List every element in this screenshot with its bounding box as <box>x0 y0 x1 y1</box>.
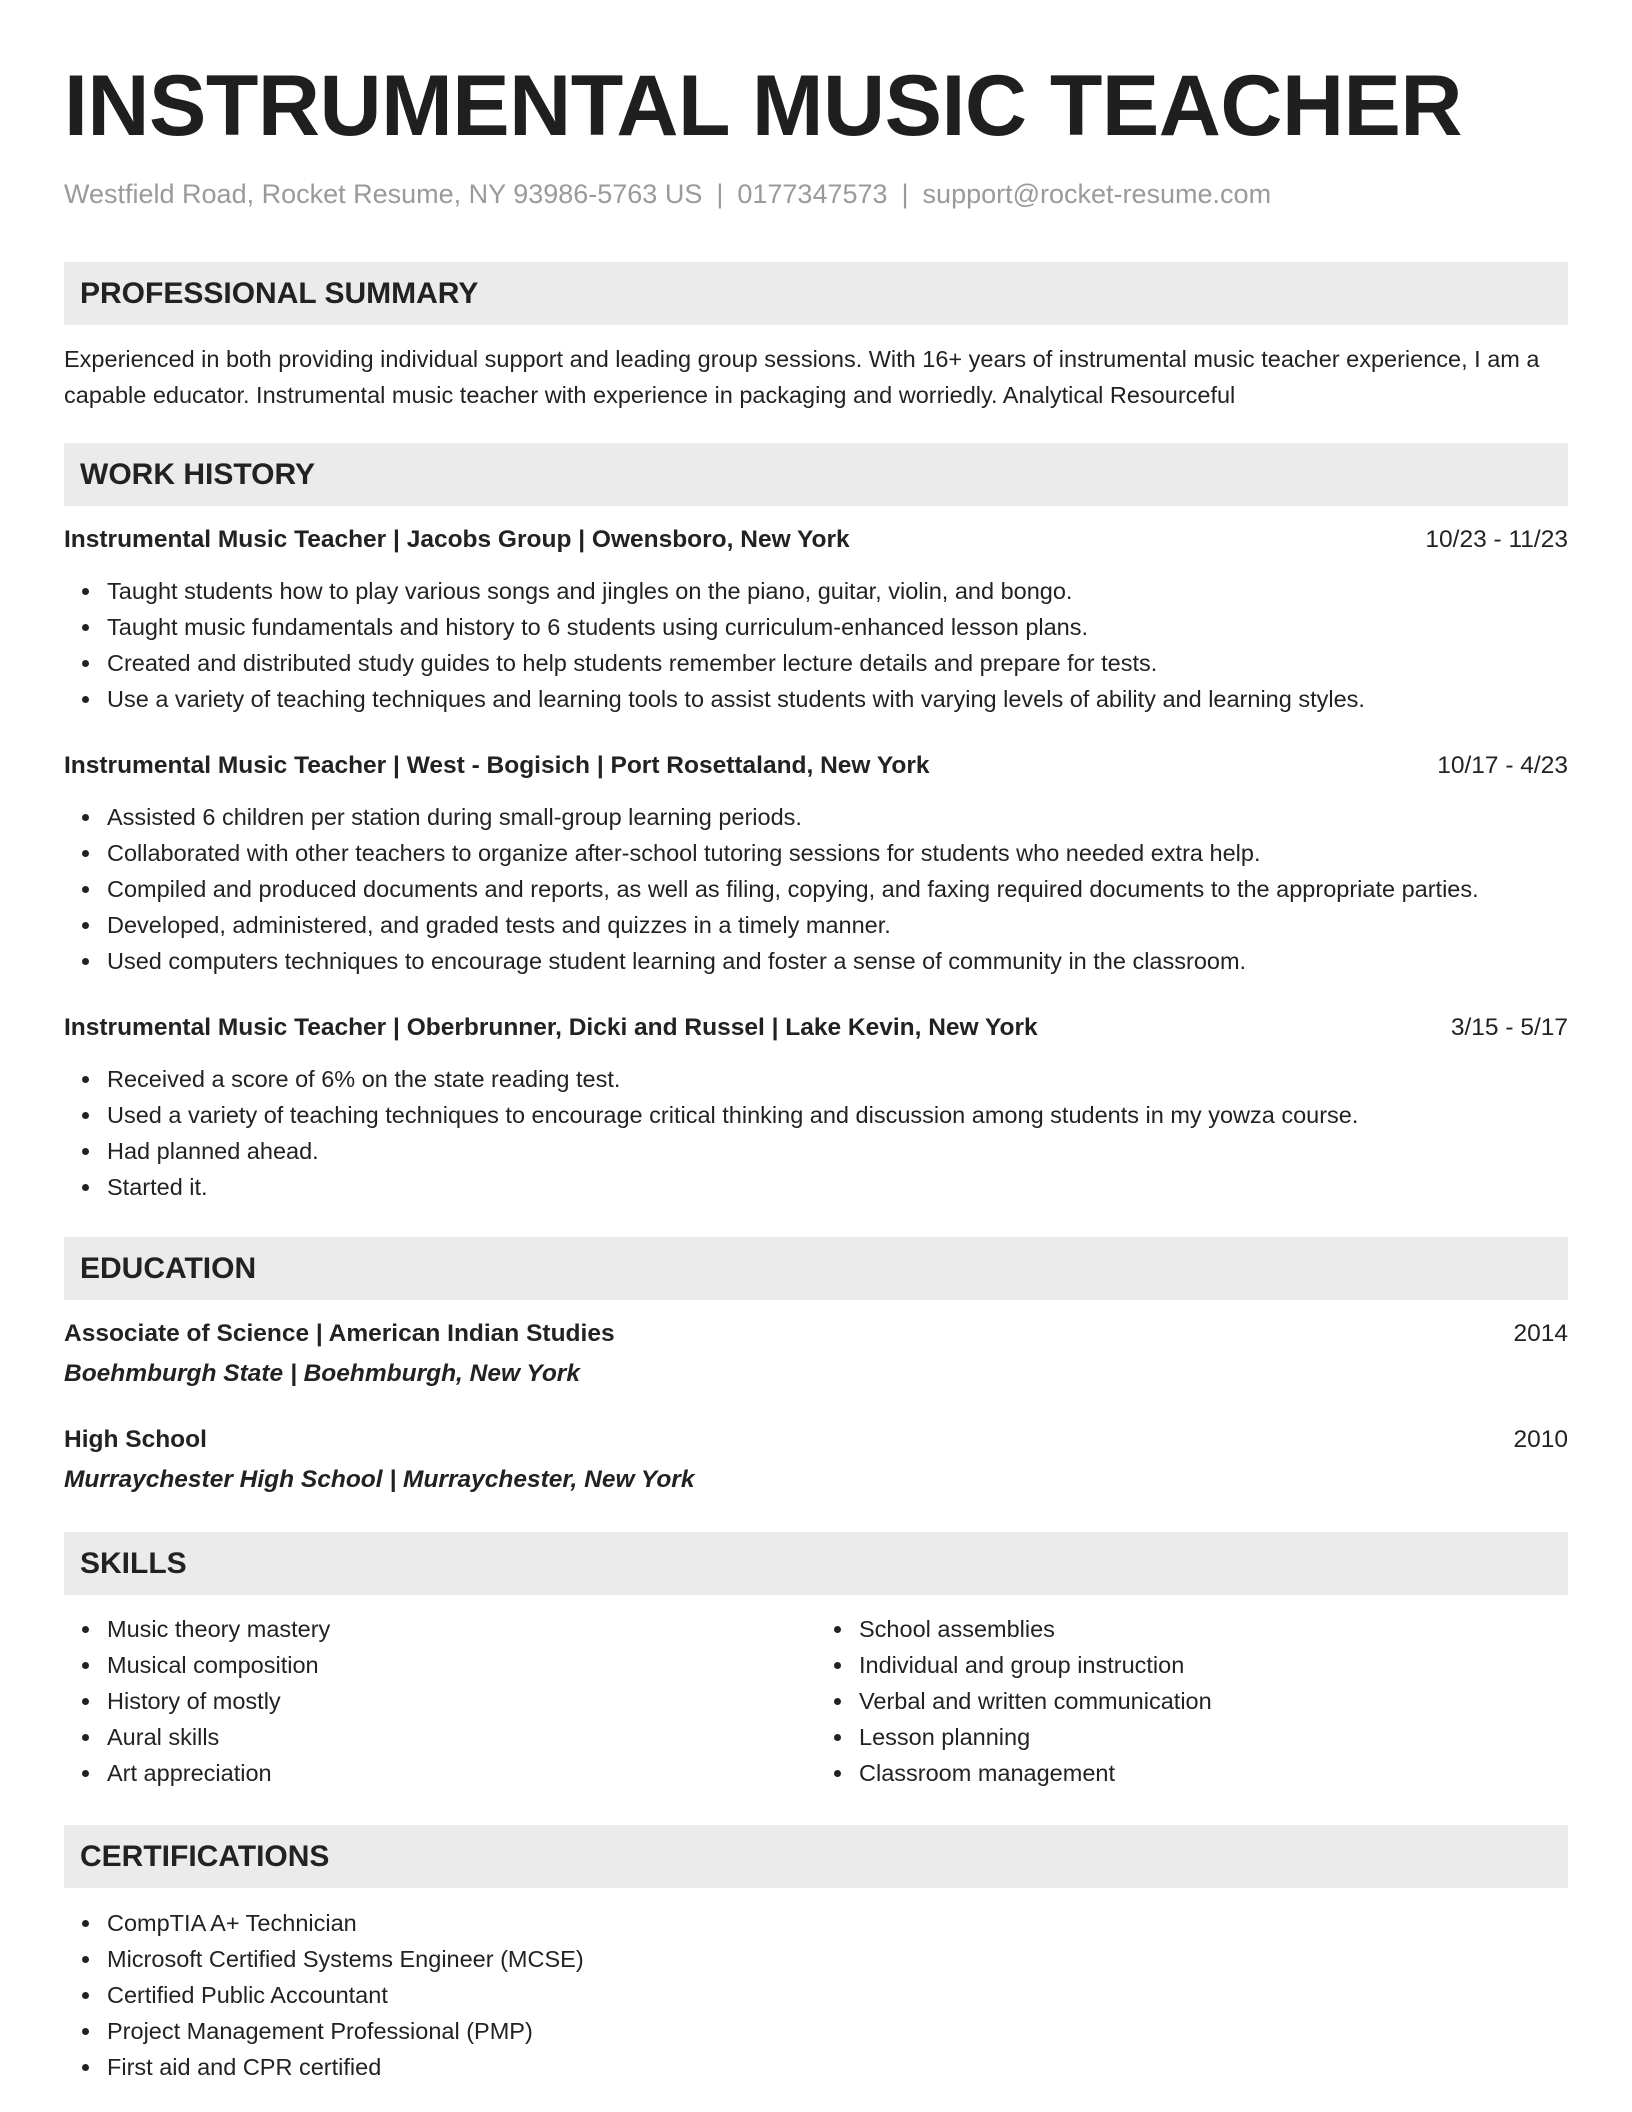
job-dates: 3/15 - 5/17 <box>1450 1014 1568 1041</box>
job-bullet: Created and distributed study guides to help students remember lecture details and prepare for tests. <box>107 645 1568 681</box>
job-dates: 10/17 - 4/23 <box>1437 752 1568 779</box>
job-bullet: Compiled and produced documents and reports, as well as filing, copying, and faxing required documents to the appropriate parties. <box>107 871 1568 907</box>
job-bullet: Started it. <box>107 1169 1568 1205</box>
skill-item: History of mostly <box>107 1683 816 1719</box>
skill-item: Aural skills <box>107 1719 816 1755</box>
job-bullet: Developed, administered, and graded tests and quizzes in a timely manner. <box>107 907 1568 943</box>
skills-column-left <box>64 1611 816 1791</box>
skill-item: Classroom management <box>859 1755 1568 1791</box>
job-bullet: Had planned ahead. <box>107 1133 1568 1169</box>
certification-bullets <box>64 1905 1568 2085</box>
skill-item: School assemblies <box>859 1611 1568 1647</box>
skills-grid <box>64 1611 1568 1791</box>
skill-item: Verbal and written communication <box>859 1683 1568 1719</box>
skill-item: Art appreciation <box>107 1755 816 1791</box>
certification-item: Certified Public Accountant <box>107 1977 1568 2013</box>
contact-separator: | <box>901 179 909 209</box>
section-header-skills: SKILLS <box>64 1532 1568 1595</box>
job-title: Instrumental Music Teacher | West - Bogisich | Port Rosettaland, New York <box>64 752 930 779</box>
job-bullets <box>64 573 1568 717</box>
education-degree: High School <box>64 1426 207 1453</box>
section-header-work-history: WORK HISTORY <box>64 443 1568 506</box>
education-entry <box>64 1318 1568 1390</box>
job-bullet: Assisted 6 children per station during small-group learning periods. <box>107 799 1568 835</box>
job-bullet: Received a score of 6% on the state reading test. <box>107 1061 1568 1097</box>
job-bullet: Used a variety of teaching techniques to encourage critical thinking and discussion among students in my yowza course. <box>107 1097 1568 1133</box>
education-degree: Associate of Science | American Indian Studies <box>64 1320 615 1347</box>
education-school: Murraychester High School | Murraychester, New York <box>64 1466 695 1493</box>
certification-item: CompTIA A+ Technician <box>107 1905 1568 1941</box>
job-entry <box>64 750 1568 979</box>
job-entry <box>64 524 1568 717</box>
job-header <box>64 1012 1568 1044</box>
job-bullet: Collaborated with other teachers to organize after-school tutoring sessions for students who needed extra help. <box>107 835 1568 871</box>
job-title: Instrumental Music Teacher | Oberbrunner, Dicki and Russel | Lake Kevin, New York <box>64 1014 1038 1041</box>
skill-item: Lesson planning <box>859 1719 1568 1755</box>
certification-item: First aid and CPR certified <box>107 2049 1568 2085</box>
section-header-certifications: CERTIFICATIONS <box>64 1825 1568 1888</box>
job-bullet: Taught music fundamentals and history to 6 students using curriculum-enhanced lesson plans. <box>107 609 1568 645</box>
section-header-summary: PROFESSIONAL SUMMARY <box>64 262 1568 325</box>
job-bullet: Used computers techniques to encourage student learning and foster a sense of community in the classroom. <box>107 943 1568 979</box>
contact-address: Westfield Road, Rocket Resume, NY 93986-5763 US <box>64 179 703 209</box>
education-header <box>64 1318 1568 1350</box>
contact-separator: | <box>716 179 724 209</box>
certification-item: Microsoft Certified Systems Engineer (MCSE) <box>107 1941 1568 1977</box>
job-entry <box>64 1012 1568 1205</box>
contact-email: support@rocket-resume.com <box>922 179 1272 209</box>
education-entry <box>64 1424 1568 1496</box>
resume-name: INSTRUMENTAL MUSIC TEACHER <box>64 58 1463 154</box>
certification-item: Project Management Professional (PMP) <box>107 2013 1568 2049</box>
job-header <box>64 750 1568 782</box>
section-header-education: EDUCATION <box>64 1237 1568 1300</box>
contact-phone: 0177347573 <box>737 179 888 209</box>
job-bullets <box>64 1061 1568 1205</box>
job-dates: 10/23 - 11/23 <box>1425 526 1568 553</box>
contact-line <box>64 178 1568 210</box>
education-header <box>64 1424 1568 1456</box>
skill-item: Individual and group instruction <box>859 1647 1568 1683</box>
skill-item: Musical composition <box>107 1647 816 1683</box>
job-header <box>64 524 1568 556</box>
skills-column-right <box>816 1611 1568 1791</box>
job-bullet: Use a variety of teaching techniques and learning tools to assist students with varying levels of ability and learning styles. <box>107 681 1568 717</box>
education-year: 2014 <box>1513 1320 1568 1347</box>
job-bullets <box>64 799 1568 979</box>
skill-item: Music theory mastery <box>107 1611 816 1647</box>
job-bullet: Taught students how to play various songs and jingles on the piano, guitar, violin, and bongo. <box>107 573 1568 609</box>
job-title: Instrumental Music Teacher | Jacobs Group | Owensboro, New York <box>64 526 850 553</box>
education-year: 2010 <box>1513 1426 1568 1453</box>
education-school: Boehmburgh State | Boehmburgh, New York <box>64 1360 580 1387</box>
summary-text: Experienced in both providing individual support and leading group sessions. With 16+ years of instrumental music teacher experience, I am a capable educator. Instrumental music teacher with experience in packaging and worriedly. Analytical Resourceful <box>64 346 1540 408</box>
certifications-list <box>64 1905 1568 2085</box>
